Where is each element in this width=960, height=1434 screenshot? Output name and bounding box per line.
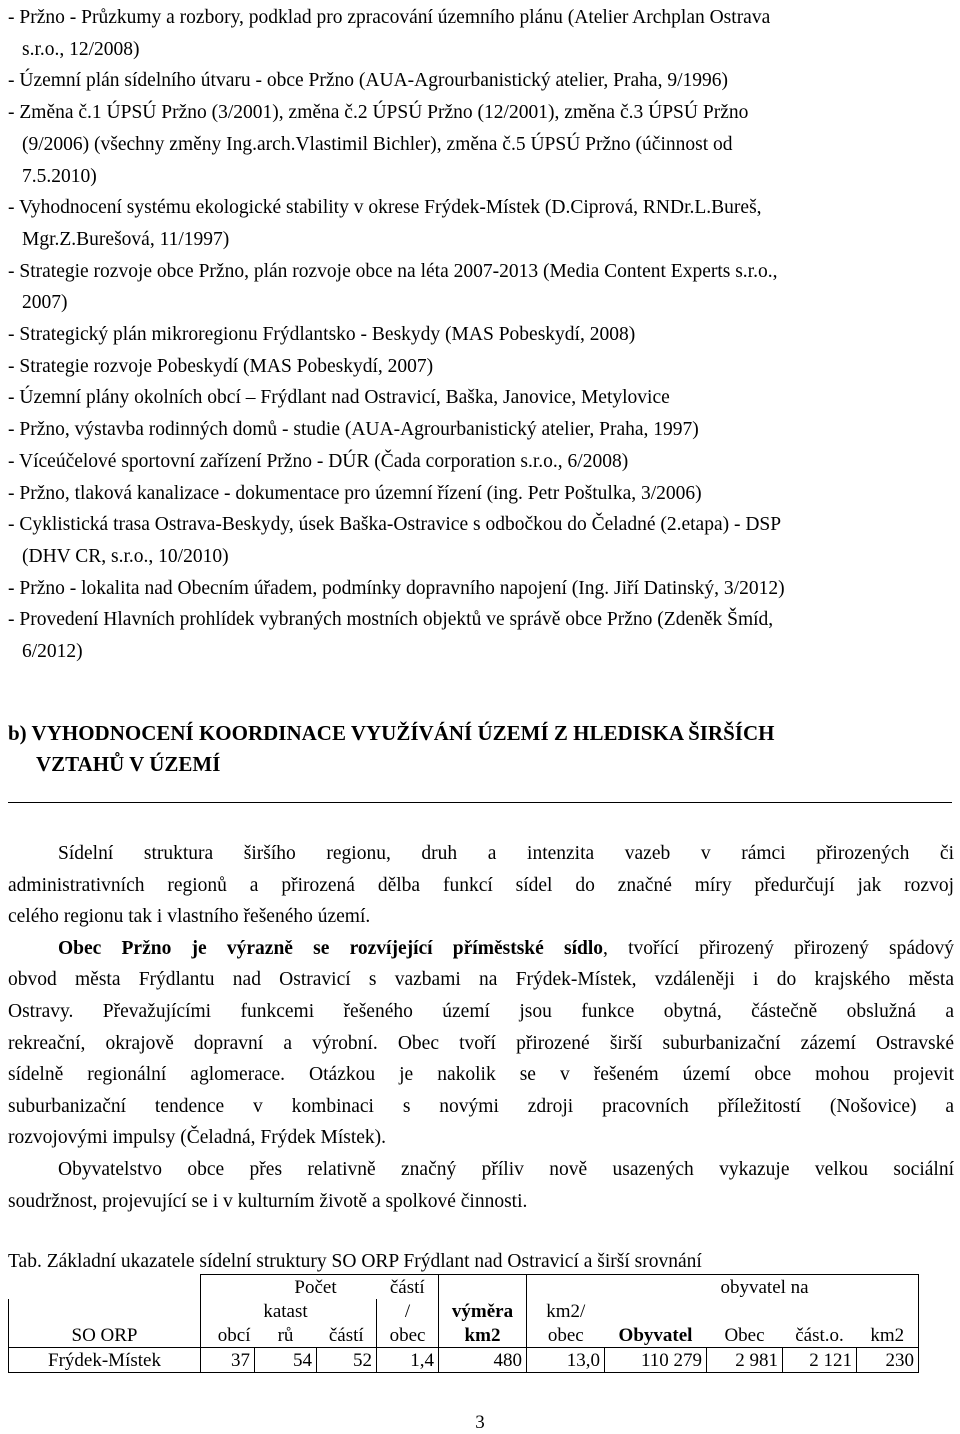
reference-item <box>8 351 954 383</box>
header-cell: část.o. <box>783 1323 857 1348</box>
table-title: Tab. Základní ukazatele sídelní struktury SO ORP Frýdlant nad Ostravicí a širší srovnání <box>8 1251 702 1272</box>
page-number: 3 <box>475 1412 485 1433</box>
header-cell <box>201 1275 255 1300</box>
header-row <box>9 1275 919 1300</box>
header-cell <box>783 1299 857 1323</box>
lead-rest: , tvořící přirozený přirozený spádový <box>603 937 954 959</box>
header-cell <box>9 1275 201 1300</box>
reference-list <box>8 2 954 668</box>
header-cell: katast <box>263 1301 308 1322</box>
header-cell: km2/ <box>527 1299 605 1323</box>
reference-item <box>8 414 954 446</box>
header-cell <box>605 1275 707 1300</box>
header-cell: Obyvatel <box>605 1323 707 1348</box>
reference-line: 7.5.2010) <box>22 165 97 187</box>
reference-item <box>8 192 954 255</box>
header-cell: obec <box>527 1323 605 1348</box>
reference-line: - Provedení Hlavních prohlídek vybraných mostních objektů ve správě obce Pržno (Zdeněk Šmíd, <box>8 609 774 631</box>
table-cell: 1,4 <box>377 1348 439 1373</box>
reference-item <box>8 573 954 605</box>
section-heading <box>8 718 774 780</box>
reference-line: s.r.o., 12/2008) <box>22 38 140 60</box>
reference-item <box>8 509 954 572</box>
header-cell: Počet <box>255 1275 377 1300</box>
reference-item <box>8 446 954 478</box>
paragraph-line: rozvojovými impulsy (Čeladná, Frýdek Místek). <box>8 1127 387 1149</box>
reference-line: - Strategie rozvoje Pobeskydí (MAS Pobeskydí, 2007) <box>8 355 434 377</box>
reference-item <box>8 2 954 65</box>
reference-line: - Územní plány okolních obcí – Frýdlant nad Ostravicí, Baška, Janovice, Metylovice <box>8 387 670 409</box>
header-row <box>9 1323 919 1348</box>
paragraph-line: soudržnost, projevující se i v kulturním životě a spolkové činnosti. <box>8 1190 528 1212</box>
reference-item <box>8 478 954 510</box>
table-cell: 52 <box>317 1348 377 1373</box>
table-row <box>9 1348 919 1373</box>
bold-lead: Obec Pržno je výrazně se rozvíjející příměstské sídlo <box>58 937 603 959</box>
section-heading-line: VZTAHŮ V ÚZEMÍ <box>36 752 221 776</box>
reference-line: - Strategie rozvoje obce Pržno, plán rozvoje obce na léta 2007-2013 (Media Content Experts s.r.o., <box>8 260 778 282</box>
header-cell <box>9 1299 201 1323</box>
paragraph-line: Ostravy. Převažujícími funkcemi řešeného území jsou funkce obytná, částečně obslužná a <box>8 1000 954 1022</box>
reference-line: - Cyklistická trasa Ostrava-Beskydy, úsek Baška-Ostravice s odbočkou do Čeladné (2.etapa) - DSP <box>8 514 782 536</box>
header-cell: SO ORP <box>9 1323 201 1348</box>
reference-line: - Územní plán sídelního útvaru - obce Pržno (AUA-Agrourbanistický atelier, Praha, 9/1996) <box>8 70 728 92</box>
reference-line: - Víceúčelové sportovní zařízení Pržno - DÚR (Čada corporation s.r.o., 6/2008) <box>8 450 629 472</box>
reference-line: - Změna č.1 ÚPSÚ Pržno (3/2001), změna č.2 ÚPSÚ Pržno (12/2001), změna č.3 ÚPSÚ Pržno <box>8 102 749 124</box>
horizontal-rule <box>8 802 952 803</box>
paragraph-line: administrativních regionů a přirozená dělba funkcí sídel do značné míry předurčují jak rozvoj <box>8 874 954 896</box>
table-cell: Frýdek-Místek <box>9 1348 201 1373</box>
header-cell <box>605 1299 707 1323</box>
header-cell: obyvatel na <box>707 1275 919 1300</box>
header-cell <box>707 1299 783 1323</box>
body-text <box>8 838 954 1217</box>
paragraph-line: rekreační, okrajově dopravní a výrobní. Obec tvoří přirozené širší suburbanizační zázemí Ostravské <box>8 1032 954 1054</box>
reference-item <box>8 604 954 667</box>
header-cell <box>201 1299 255 1323</box>
table-cell: 2 121 <box>783 1348 857 1373</box>
paragraph-line <box>8 933 954 965</box>
header-cell: km2 <box>857 1323 919 1348</box>
reference-item <box>8 319 954 351</box>
header-cell: částí <box>377 1275 439 1300</box>
table-cell: 2 981 <box>707 1348 783 1373</box>
paragraph-line: celého regionu tak i vlastního řešeného území. <box>8 906 371 928</box>
reference-line: (9/2006) (všechny změny Ing.arch.Vlastimil Bichler), změna č.5 ÚPSÚ Pržno (účinnost od <box>22 133 733 155</box>
table-cell: 110 279 <box>605 1348 707 1373</box>
reference-line: Mgr.Z.Burešová, 11/1997) <box>22 228 230 250</box>
table-cell: 37 <box>201 1348 255 1373</box>
reference-item <box>8 256 954 319</box>
header-cell: obcí <box>201 1323 255 1348</box>
header-cell <box>527 1275 605 1300</box>
section-heading-line: b) VYHODNOCENÍ KOORDINACE VYUŽÍVÁNÍ ÚZEMÍ Z HLEDISKA ŠIRŠÍCH <box>8 721 775 745</box>
reference-line: 2007) <box>22 292 68 314</box>
reference-line: 6/2012) <box>22 641 83 663</box>
table-cell: 54 <box>255 1348 317 1373</box>
header-cell: km2 <box>439 1323 527 1348</box>
header-cell: / <box>377 1299 439 1323</box>
header-cell <box>439 1275 527 1300</box>
header-cell <box>857 1299 919 1323</box>
reference-line: (DHV CR, s.r.o., 10/2010) <box>22 545 229 567</box>
reference-line: - Pržno, výstavba rodinných domů - studie (AUA-Agrourbanistický atelier, Praha, 1997) <box>8 419 699 441</box>
reference-line: - Pržno, tlaková kanalizace - dokumentace pro územní řízení (ing. Petr Poštulka, 3/2006) <box>8 482 702 504</box>
reference-line: - Strategický plán mikroregionu Frýdlantsko - Beskydy (MAS Pobeskydí, 2008) <box>8 324 636 346</box>
header-cell: Obec <box>707 1323 783 1348</box>
header-row <box>9 1299 919 1323</box>
header-cell: výměra <box>439 1299 527 1323</box>
table-cell: 13,0 <box>527 1348 605 1373</box>
table-cell: 480 <box>439 1348 527 1373</box>
header-cell: obec <box>377 1323 439 1348</box>
reference-line: - Pržno - lokalita nad Obecním úřadem, podmínky dopravního napojení (Ing. Jiří Datinský, 3/2012) <box>8 577 785 599</box>
paragraph-line: Obyvatelstvo obce přes relativně značný příliv nově usazených vykazuje velkou sociální <box>58 1158 954 1180</box>
header-cell: rů <box>255 1323 317 1348</box>
settlement-structure-table <box>8 1274 919 1373</box>
paragraph-line: sídelně regionální aglomerace. Otázkou je nakolik se v řešeném území obce mohou projevit <box>8 1064 954 1086</box>
reference-item <box>8 65 954 97</box>
reference-item <box>8 382 954 414</box>
paragraph-line: Sídelní struktura širšího regionu, druh a intenzita vazeb v rámci přirozených či <box>58 843 954 864</box>
header-cell <box>317 1299 377 1323</box>
paragraph-line: suburbanizační tendence v kombinaci s novými zdroji pracovních příležitostí (Nošovice) a <box>8 1095 954 1117</box>
reference-item <box>8 97 954 192</box>
reference-line: - Pržno - Průzkumy a rozbory, podklad pro zpracování územního plánu (Atelier Archplan Ostrava <box>8 7 771 28</box>
table-cell: 230 <box>857 1348 919 1373</box>
header-cell: částí <box>317 1323 377 1348</box>
reference-line: - Vyhodnocení systému ekologické stability v okrese Frýdek-Místek (D.Ciprová, RNDr.L.Bureš, <box>8 197 762 219</box>
paragraph-line: obvod města Frýdlantu nad Ostravicí s vazbami na Frýdek-Místek, vzdáleněji i do krajského města <box>8 969 954 991</box>
